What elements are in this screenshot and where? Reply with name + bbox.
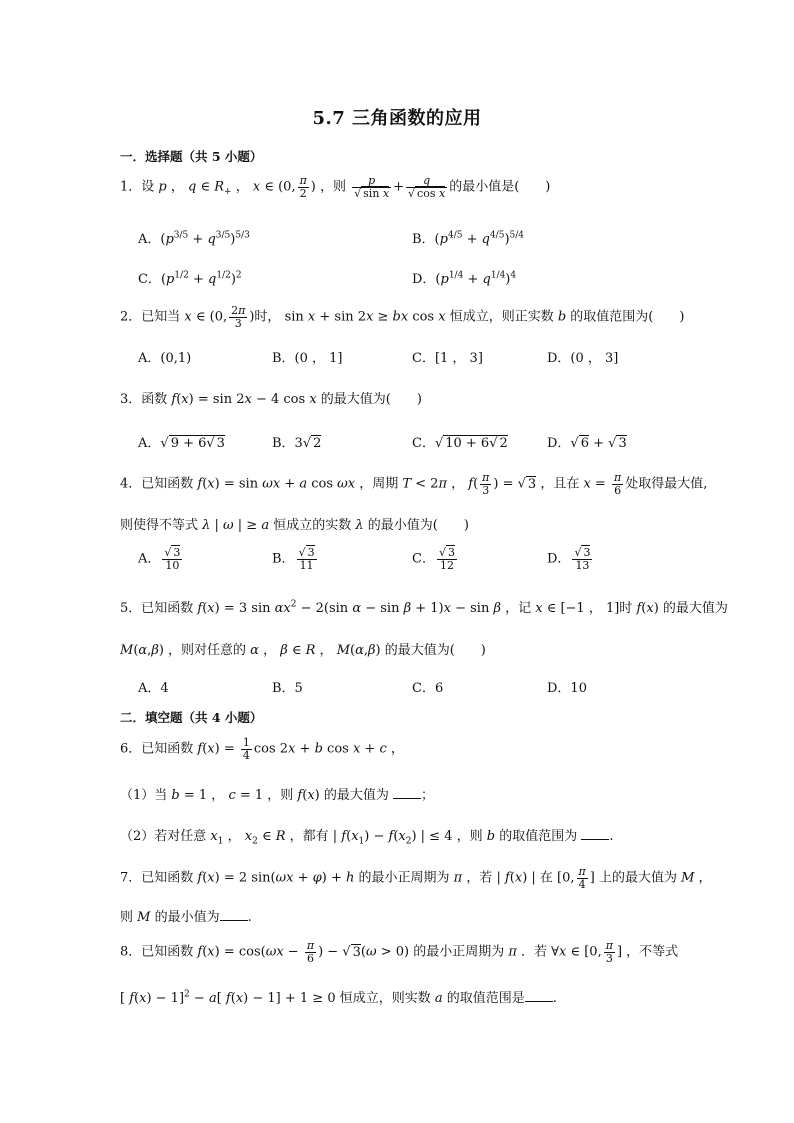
question-1: 1．设 p ， q ∈ $R_+$ ， x ∈ (0, $\frac{\pi}{2}$ ) ，则 $\frac{p}{\text{√ sin x}}$ + $\frac{q}{\text{√ cos x}}$ 的最小值是( ) — [120, 174, 551, 200]
q5-option-b[interactable]: B．5 — [272, 681, 303, 696]
q4-option-b[interactable]: B． $\frac{√ 3}{11}$ — [272, 546, 315, 572]
answer-blank[interactable] — [220, 909, 248, 921]
q2-option-a[interactable]: A．(0,1) — [138, 351, 192, 366]
q3-option-a[interactable]: A．√ 9 + 6√ 3 — [138, 436, 225, 451]
question-6-line-3: （2）若对任意 $x_1$ ， $x_2$ ∈ R ，都有 | $f(x_1) - f(x_2)$ | ≤ 4 ，则 b 的取值范围为 . — [120, 829, 614, 847]
q5-option-a[interactable]: A．4 — [138, 681, 169, 696]
question-2: 2．已知当 x ∈ (0, $\frac{2\pi}{3}$ )时， sin x + sin 2x ≥ bx cos x 恒成立，则正实数 b 的取值范围为( ) — [120, 304, 685, 330]
page-title: 5.7 三角函数的应用 — [312, 108, 482, 129]
q4-option-a[interactable]: A． $\frac{√ 3}{10}$ — [138, 546, 181, 572]
q1-option-b[interactable]: B．$(p^{4/5} + q^{4/5})^{5/4}$ — [412, 230, 524, 247]
answer-blank[interactable] — [393, 787, 421, 799]
q3-option-c[interactable]: C．√ 10 + 6√ 2 — [412, 436, 508, 451]
q5-option-c[interactable]: C．6 — [412, 681, 444, 696]
section-heading-fill: 二．填空题（共 4 小题） — [120, 710, 263, 725]
q5-option-d[interactable]: D．10 — [547, 681, 587, 696]
question-1-number: 1． — [120, 179, 142, 195]
q1-option-a[interactable]: A．$(p^{3/5} + q^{3/5})^{5/3}$ — [138, 230, 250, 247]
q1-option-c[interactable]: C．$(p^{1/2} + q^{1/2})^2$ — [138, 270, 242, 287]
q2-option-c[interactable]: C．[1 ， 3] — [412, 351, 483, 366]
answer-blank[interactable] — [581, 828, 609, 840]
question-3: 3．函数 f(x) = sin 2x − 4 cos x 的最大值为( ) — [120, 392, 422, 407]
question-1-tail: 的最小值是( ) — [449, 179, 551, 195]
question-4-line-2: 则使得不等式 λ | ω | ≥ a 恒成立的实数 λ 的最小值为( ) — [120, 518, 469, 533]
question-4-line-1: 4．已知函数 f(x) = sin ωx + a cos ωx ，周期 T < 2π ， f( $\frac{\pi}{3}$ ) = √ 3 ，且在 x = $\frac{\pi}{6}$ 处取得最大值, — [120, 471, 708, 497]
question-8-line-1: 8．已知函数 f(x) = cos(ωx − $\frac{\pi}{6}$ ) − √ 3(ω > 0) 的最小正周期为 π ．若 ∀x ∈ [0, $\frac{\pi}{3}$ ] ，不等式 — [120, 939, 679, 965]
section-heading-choice: 一．选择题（共 5 小题） — [120, 149, 263, 164]
q1-option-d[interactable]: D．$(p^{1/4} + q^{1/4})^4$ — [412, 270, 517, 287]
question-5-line-2: M(α,β) ，则对任意的 α ， β ∈ R ， M(α,β) 的最大值为( ) — [120, 643, 486, 658]
q4-option-c[interactable]: C． $\frac{√ 3}{12}$ — [412, 546, 455, 572]
answer-blank[interactable] — [525, 990, 553, 1002]
q3-option-b[interactable]: B．3√ 2 — [272, 436, 322, 451]
question-5-line-1: 5．已知函数 f(x) = 3 $\sin \alpha x^2 - 2(\sin$ α − sin β + 1)x − sin β ，记 x ∈ [−1 ， 1]时 f(x) 的最大值为 — [120, 599, 728, 616]
q2-option-d[interactable]: D．(0 ， 3] — [547, 351, 619, 366]
question-8-line-2: [ f(x) − 1]$^2$ − a[ f(x) − 1] + 1 ≥ 0 恒成立，则实数 a 的取值范围是 . — [120, 989, 557, 1006]
question-7-line-1: 7．已知函数 f(x) = 2 sin(ωx + φ) + h 的最小正周期为 π ，若 | f(x) | 在 [0, $\frac{\pi}{4}$ ] 上的最大值为 M ， — [120, 865, 712, 891]
question-6-line-2: （1）当 b = 1 ， c = 1 ，则 f(x) 的最大值为 ； — [120, 788, 435, 803]
question-6-line-1: 6．已知函数 f(x) = $\frac{1}{4}$ cos 2x + b cos x + c ， — [120, 736, 404, 762]
q3-option-d[interactable]: D．√ 6 + √ 3 — [547, 436, 627, 451]
q4-option-d[interactable]: D． $\frac{√ 3}{13}$ — [547, 546, 591, 572]
q2-option-b[interactable]: B．(0 ， 1] — [272, 351, 343, 366]
question-7-line-2: 则 M 的最小值为 . — [120, 910, 252, 925]
